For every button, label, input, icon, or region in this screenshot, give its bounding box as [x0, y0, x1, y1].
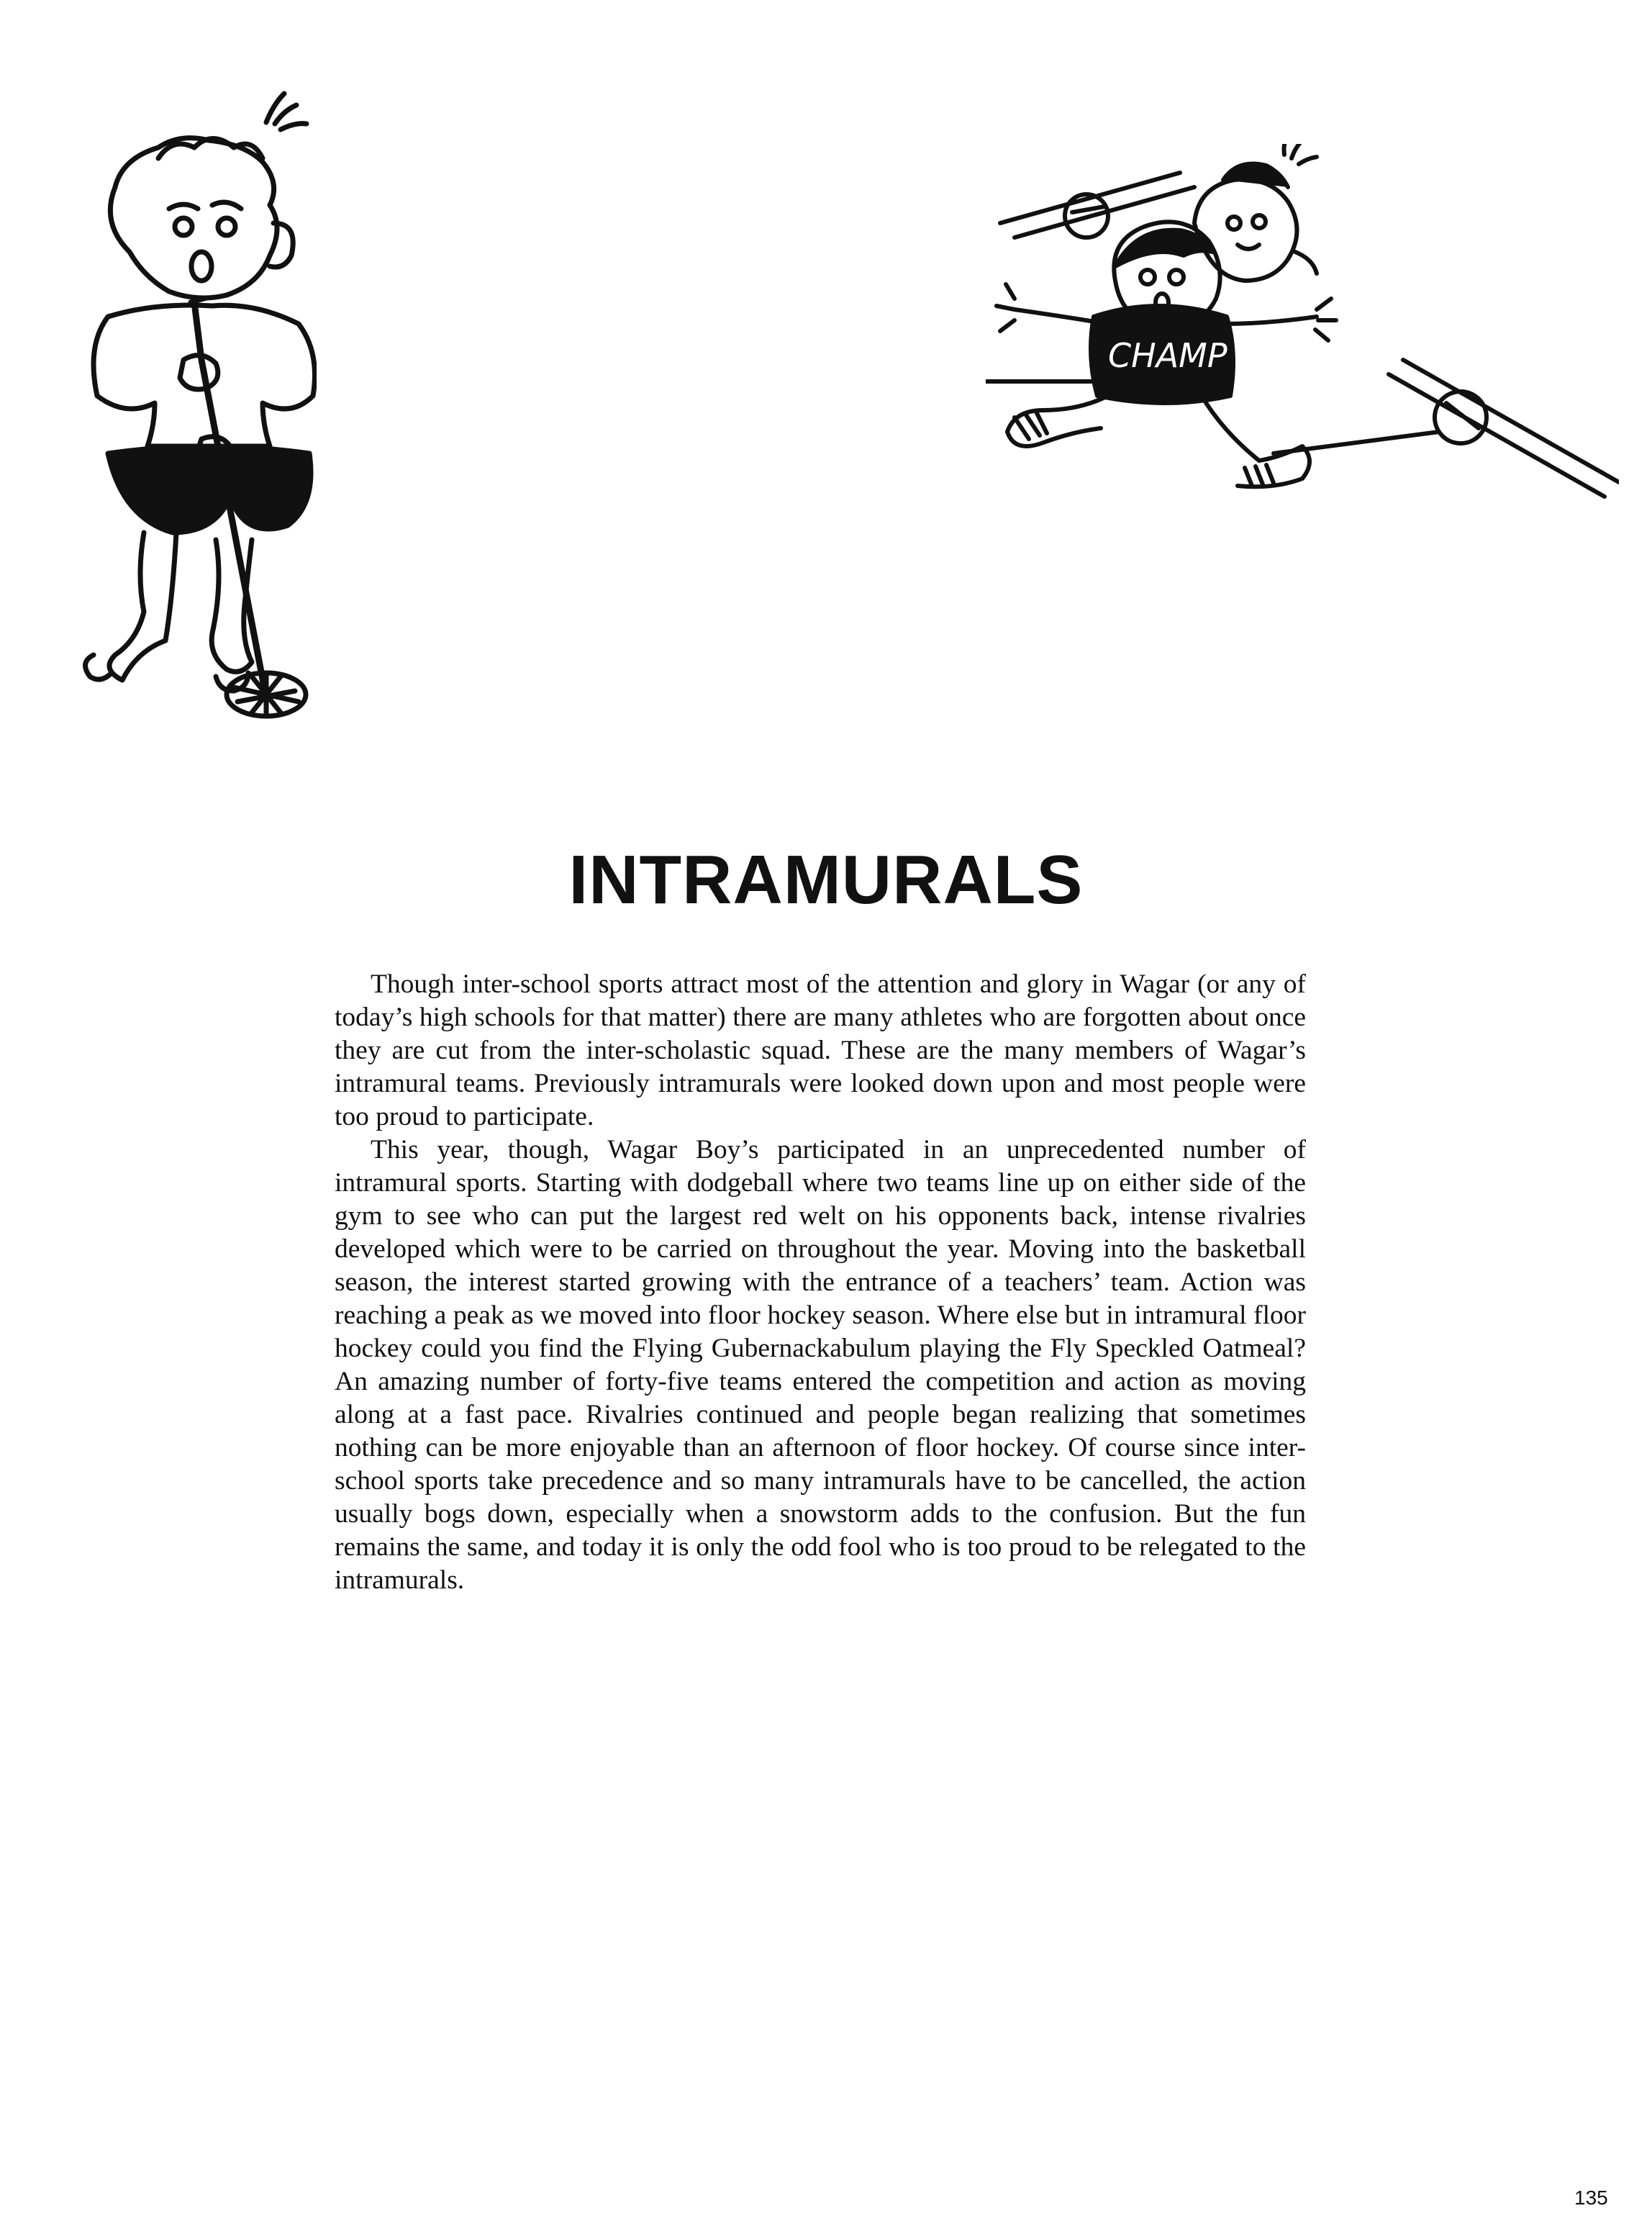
article-paragraph-2: This year, though, Wagar Boy’s participated in an unprecedented number of intramural sports. Starting with dodgeball where two teams line up on either side of the gym to see who can put the largest red welt on his opponents back, intense rivalries developed which were to be carried on throughout the year. Moving into the basketball season, the interest started growing with the entrance of a teachers’ team. Action was reaching a peak as we moved into floor hockey season. Where else but in intramural floor hockey could you find the Flying Gubernackabulum playing the Fly Speckled Oatmeal? An amazing number of forty-five teams entered the competition and action as moving along at a fast pace. Rivalries continued and people began realizing that sometimes nothing can be more enjoyable than an afternoon of floor hockey. Of course since inter-school sports take precedence and so many intramurals have to be cancelled, the action usually bogs down, especially when a snowstorm adds to the confusion. But the fun remains the same, and today it is only the odd fool who is too proud to be relegated to the intramurals. [335, 1135, 1306, 1595]
floor-hockey-player-illustration [50, 79, 317, 720]
article-paragraph-1: Though inter-school sports attract most of the attention and glory in Wagar (or any of today’s high schools for that matter) there are many athletes who are forgotten about once they are cut from the inter-scholastic squad. These are the many members of Wagar’s intramural teams. Previously intramurals were looked down upon and most people were too proud to participate. [335, 969, 1306, 1131]
page-title: INTRAMURALS [568, 841, 1084, 918]
champ-dodgeball-illustration [986, 144, 1619, 518]
article-body [335, 968, 1306, 1597]
champ-sweater-lettering: CHAMP [1108, 336, 1227, 375]
page-number: 135 [1574, 2186, 1608, 2209]
